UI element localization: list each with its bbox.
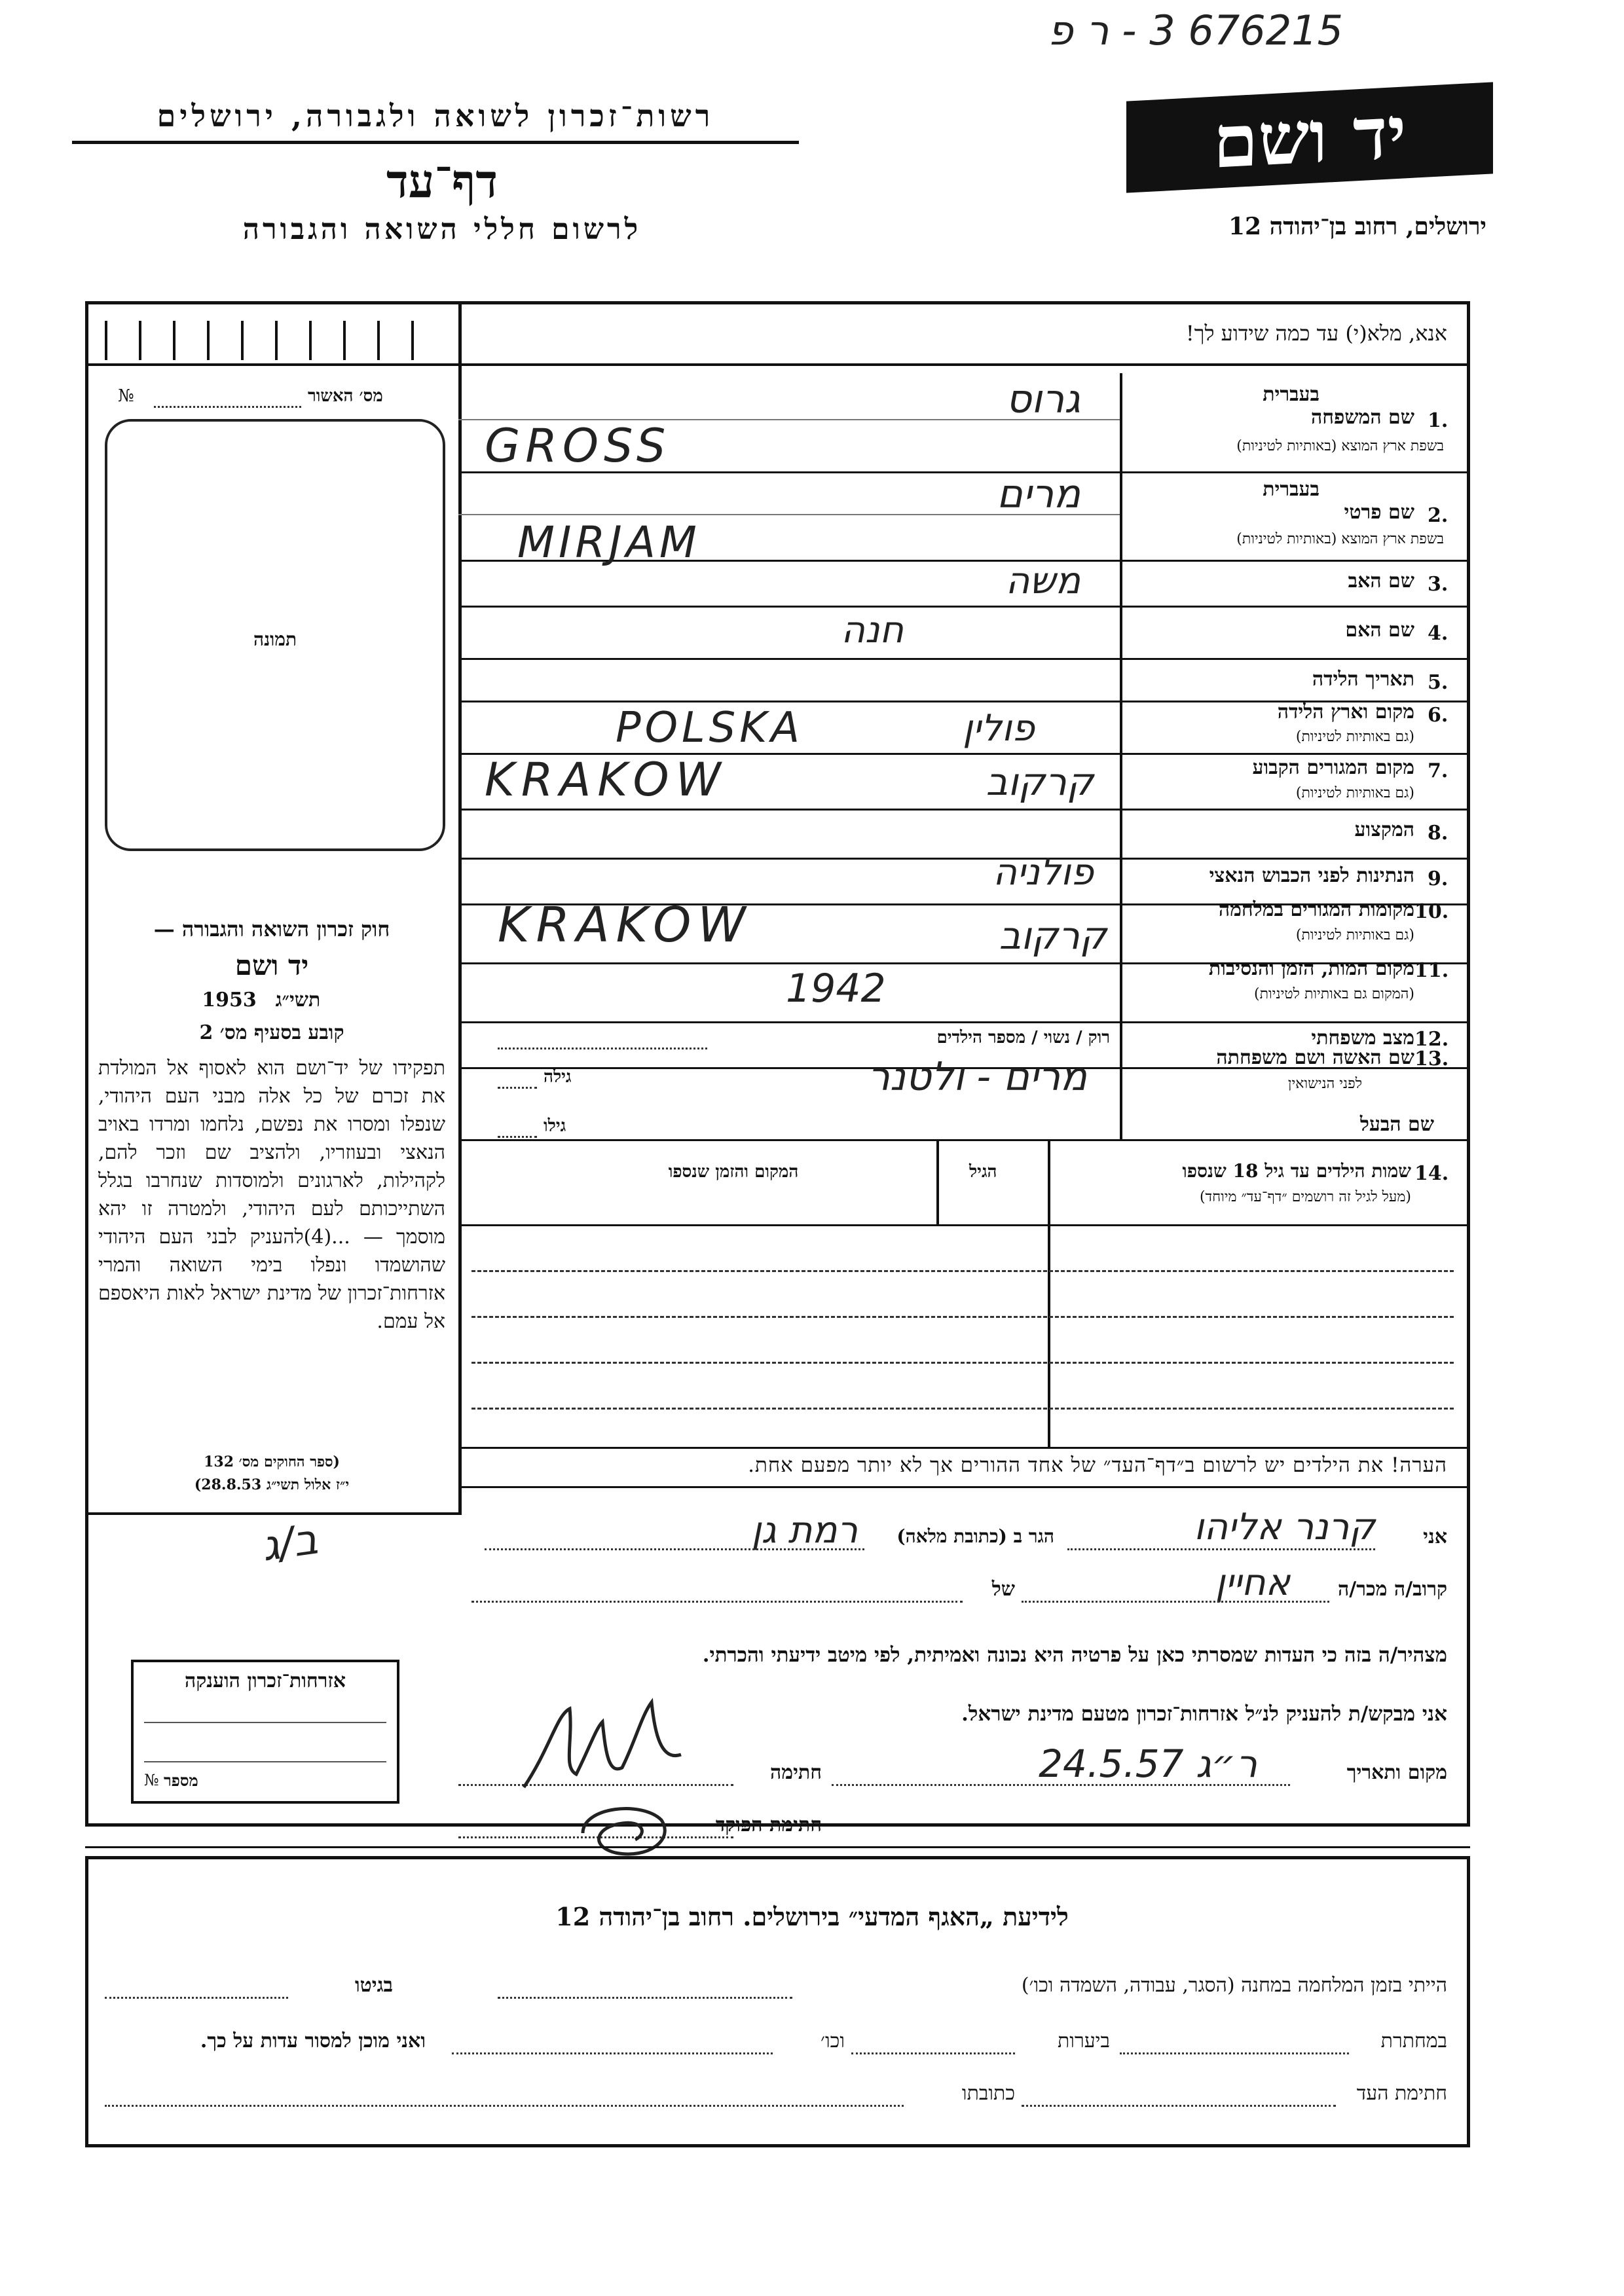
children-header-line	[458, 1224, 1470, 1226]
field-7-value-latin[interactable]: KRAKOW	[485, 753, 728, 807]
law-section: קובע בסעיף מס׳ 2	[199, 1021, 344, 1044]
husband-label: שם הבעל	[1359, 1113, 1434, 1136]
field-6-num: 6.	[1428, 704, 1449, 727]
field-6-sub: (גם באותיות לטיניות)	[1295, 729, 1414, 745]
field-1-value-hebrew[interactable]: גרוס	[1006, 376, 1080, 422]
field-3-value[interactable]: משה	[1005, 560, 1080, 602]
field-7-sub: (גם באותיות לטיניות)	[1295, 785, 1414, 801]
declarant-name[interactable]: קרנר אליהו	[1194, 1506, 1375, 1548]
bottom-line1: הייתי בזמן המלחמה במחנה (הסגר, עבודה, השמדה וכו׳)	[1021, 1974, 1447, 1997]
label-column-divider	[1120, 373, 1122, 1139]
wife-age-field[interactable]	[498, 1087, 537, 1089]
law-reference-2: י״ז אלול תשי״ג 28.8.53)	[194, 1476, 350, 1493]
law-text: תפקידו של יד־ושם הוא לאסוף אל המולדת את זכרם של כל אלה מבני העם היהודי, שנפלו ומסרו את נפשם, נלחמו ומרדו באויב הנאצי ובעוזריו, ולהציב שם וזכר להם, לקהילות, לארגונים ולמוסדות שנחרבו בגלל השתייכותם לעם היהודי, ולמטרה זו יהא מוסמך — ...(4)להעניק לבני העם היהודי שהושמדו ונפלו בימי השואה והמרי אזרחות־זכרון של מדינת ישראל לאות היאספם אל עמם.	[98, 1057, 446, 1333]
law-year-hebrew: תשי״ג	[275, 989, 321, 1011]
relative-label: קרוב/ה מכר/ה	[1338, 1578, 1447, 1601]
field-2-value-hebrew[interactable]: מרים	[997, 471, 1080, 517]
declarant-signature	[511, 1689, 707, 1800]
field-10-label: מקומות המגורים במלחמה	[1218, 898, 1414, 921]
husband-age-label: גילו	[544, 1116, 566, 1136]
registration-boxes	[105, 321, 445, 360]
field-1-label: שם המשפחה	[1310, 406, 1414, 429]
underground-label: במחתרת	[1380, 2030, 1447, 2052]
declarant-name-field[interactable]	[1067, 1548, 1375, 1550]
children-count-field[interactable]	[498, 1048, 707, 1049]
field-4-label: שם האם	[1345, 619, 1414, 642]
children-bottom	[458, 1447, 1470, 1449]
photo-label: תמונה	[253, 629, 297, 650]
law-box-bottom	[85, 1512, 462, 1515]
field-13-sub: לפני הנישואין	[1287, 1076, 1362, 1092]
request-text: אני מבקש/ת להעניק לנ״ל אזרחות־זכרון מטעם מדינת ישראל.	[961, 1702, 1447, 1726]
yad-vashem-logo	[1126, 82, 1493, 192]
left-column-divider	[458, 301, 462, 1165]
children-label: שמות הילדים עד גיל 18 שנספו	[1182, 1160, 1411, 1182]
witness-address-label: כתובתו	[961, 2082, 1015, 2105]
field-1-num: 1.	[1428, 409, 1449, 432]
of-label: של	[991, 1578, 1015, 1601]
bottom-frame	[85, 1859, 1470, 2147]
ready-testify: ואני מוכן למסור עדות על כך.	[200, 2030, 426, 2052]
org-line: רשות־זכרון לשואה ולגבורה, ירושלים	[157, 98, 714, 134]
field-6-label: מקום וארץ הלידה	[1277, 701, 1414, 723]
etc-label: וכו׳	[821, 2030, 845, 2052]
certificate-title: אזרחות־זכרון הוענקה	[184, 1669, 346, 1692]
officer-signature	[570, 1794, 681, 1866]
law-year: 1953	[202, 989, 257, 1011]
children-num: 14.	[1414, 1162, 1449, 1185]
field-12-num: 12.	[1414, 1028, 1449, 1051]
forests-label: ביערות	[1057, 2030, 1110, 2052]
instruction-underline	[458, 363, 1470, 366]
field-5-num: 5.	[1428, 671, 1449, 694]
field-12-options[interactable]: רוק / נשוי / מספר הילדים	[936, 1028, 1110, 1048]
margin-note-1: ב/ג	[259, 1515, 321, 1571]
place-date-label: מקום ותאריך	[1346, 1761, 1447, 1784]
field-13-num: 13.	[1414, 1048, 1449, 1070]
field-10-value-hebrew[interactable]: קרקוב	[999, 913, 1107, 958]
field-11-value[interactable]: 1942	[786, 966, 886, 1011]
place-date-field[interactable]	[832, 1784, 1290, 1786]
row-line	[458, 658, 1470, 660]
field-8-num: 8.	[1428, 822, 1449, 845]
children-col-divider	[1048, 1139, 1050, 1447]
field-10-value-latin[interactable]: KRAKOW	[498, 897, 752, 953]
ghetto-label: בגיטו	[354, 1974, 393, 1997]
declarant-address[interactable]: רמת גן	[751, 1509, 858, 1552]
address-label: הגר ב (כתובת מלאה)	[896, 1525, 1054, 1547]
relative-field[interactable]	[1022, 1601, 1329, 1603]
affirm-text: מצהיר/ה בזה כי העדות שמסרתי כאן על פרטיה היא נכונה ואמיתית, לפי מיטב ידיעתי והכרתי.	[702, 1643, 1447, 1667]
field-7-label: מקום המגורים הקבוע	[1252, 756, 1414, 779]
field-1-sub: בשפת ארץ המוצא (באותיות לטיניות)	[1236, 438, 1444, 454]
field-1-value-latin[interactable]: GROSS	[485, 419, 671, 473]
approval-label: מס׳ האשור	[308, 386, 383, 406]
divider	[85, 363, 458, 366]
wife-age-label: גילה	[544, 1067, 572, 1087]
field-2-sub: בשפת ארץ המוצא (באותיות לטיניות)	[1236, 531, 1444, 547]
children-sub: (מעל לגיל זה רושמים ״דף־עד״ מיוחד)	[1199, 1189, 1411, 1205]
children-col-age: הגיל	[969, 1162, 997, 1182]
field-9-label: הנתינות לפני הכבוש הנאצי	[1209, 864, 1414, 887]
field-11-num: 11.	[1414, 959, 1449, 982]
field-2-num: 2.	[1428, 504, 1449, 527]
children-row[interactable]	[471, 1408, 1454, 1410]
relative-value[interactable]: אחיין	[1215, 1561, 1290, 1604]
field-8-label: המקצוע	[1354, 818, 1414, 841]
note-underline	[458, 1486, 1470, 1488]
certificate-line	[144, 1722, 386, 1723]
field-3-label: שם האב	[1348, 570, 1414, 592]
children-col-place: המקום והזמן שנספו	[668, 1162, 799, 1182]
approval-no: №	[118, 386, 134, 406]
header-address: ירושלים, רחוב בן־יהודה 12	[1228, 213, 1486, 240]
page-title: דף־עד	[386, 154, 498, 208]
field-2-value-latin[interactable]: MIRJAM	[517, 517, 701, 568]
husband-age-field[interactable]	[498, 1136, 537, 1138]
row-line	[458, 809, 1470, 811]
field-5-label: תאריך הלידה	[1312, 668, 1414, 691]
field-6-value-hebrew[interactable]: פולין	[963, 707, 1035, 750]
field-7-value-hebrew[interactable]: קרקוב	[986, 759, 1094, 804]
officer-signature-label: חתימת הפוקד	[715, 1813, 822, 1836]
instruction: אנא, מלא(י) עד כמה שידוע לך!	[1185, 321, 1447, 346]
declarant-label: אני	[1423, 1525, 1447, 1548]
bottom-separator	[85, 1846, 1470, 1848]
field-7-num: 7.	[1428, 759, 1449, 782]
field-13-value[interactable]: מרים - ולטנר	[868, 1054, 1087, 1100]
approval-number-field[interactable]	[154, 406, 301, 408]
place-date-value[interactable]: ר״ג 24.5.57	[1039, 1741, 1257, 1786]
bottom-heading: לידיעת „האגף המדעי״ בירושלים. רחוב בן־יהודה 12	[555, 1902, 1069, 1931]
certificate-number-label: מספר	[164, 1771, 198, 1790]
logo-text: יד ושם	[1213, 90, 1407, 185]
law-name: יד ושם	[234, 949, 309, 981]
field-11-label: מקום המות, הזמן והנסיבות	[1208, 957, 1414, 980]
law-title: חוק זכרון השואה והגבורה —	[153, 917, 390, 941]
certificate-no: №	[144, 1771, 159, 1789]
field-12-label: מצב משפחתי	[1311, 1027, 1414, 1049]
field-11-sub: (המקום גם באותיות לטיניות)	[1254, 986, 1414, 1002]
row-line	[458, 1139, 1470, 1141]
certificate-line	[144, 1761, 386, 1762]
law-reference-1: (ספר החוקים מס׳ 132	[204, 1453, 340, 1470]
signature-label: חתימה	[770, 1761, 822, 1784]
field-4-value[interactable]: חנה	[841, 609, 904, 651]
archive-number: 676215 3 - ר פ	[1048, 7, 1344, 54]
field-4-num: 4.	[1428, 622, 1449, 645]
field-13-label: שם האשה ושם משפחתה	[1216, 1046, 1414, 1069]
row-line	[458, 606, 1470, 608]
field-3-num: 3.	[1428, 573, 1449, 596]
children-row[interactable]	[471, 1270, 1454, 1272]
law-box-divider	[458, 1165, 462, 1512]
children-row[interactable]	[471, 1316, 1454, 1318]
org-underline	[72, 141, 799, 144]
field-2-lang: בעברית	[1263, 478, 1320, 501]
field-10-num: 10.	[1414, 900, 1449, 923]
field-9-num: 9.	[1428, 867, 1449, 890]
declarant-address-field[interactable]	[485, 1548, 864, 1550]
of-field[interactable]	[471, 1601, 963, 1603]
field-9-value[interactable]: פולניה	[993, 851, 1094, 894]
children-row[interactable]	[471, 1362, 1454, 1364]
field-10-sub: (גם באותיות לטיניות)	[1295, 927, 1414, 943]
children-col-divider	[936, 1139, 939, 1224]
field-6-value-latin[interactable]: POLSKA	[616, 704, 803, 752]
witness-signature-label: חתימת העד	[1356, 2082, 1447, 2105]
note: הערה! את הילדים יש לרשום ב״דף־העד״ של אחד ההורים אך לא יותר מפעם אחת.	[748, 1453, 1447, 1477]
field-2-label: שם פרטי	[1344, 501, 1414, 524]
field-1-lang: בעברית	[1263, 383, 1320, 406]
row-line	[458, 1021, 1470, 1023]
page-subtitle: לרשום חללי השואה והגבורה	[242, 213, 642, 246]
